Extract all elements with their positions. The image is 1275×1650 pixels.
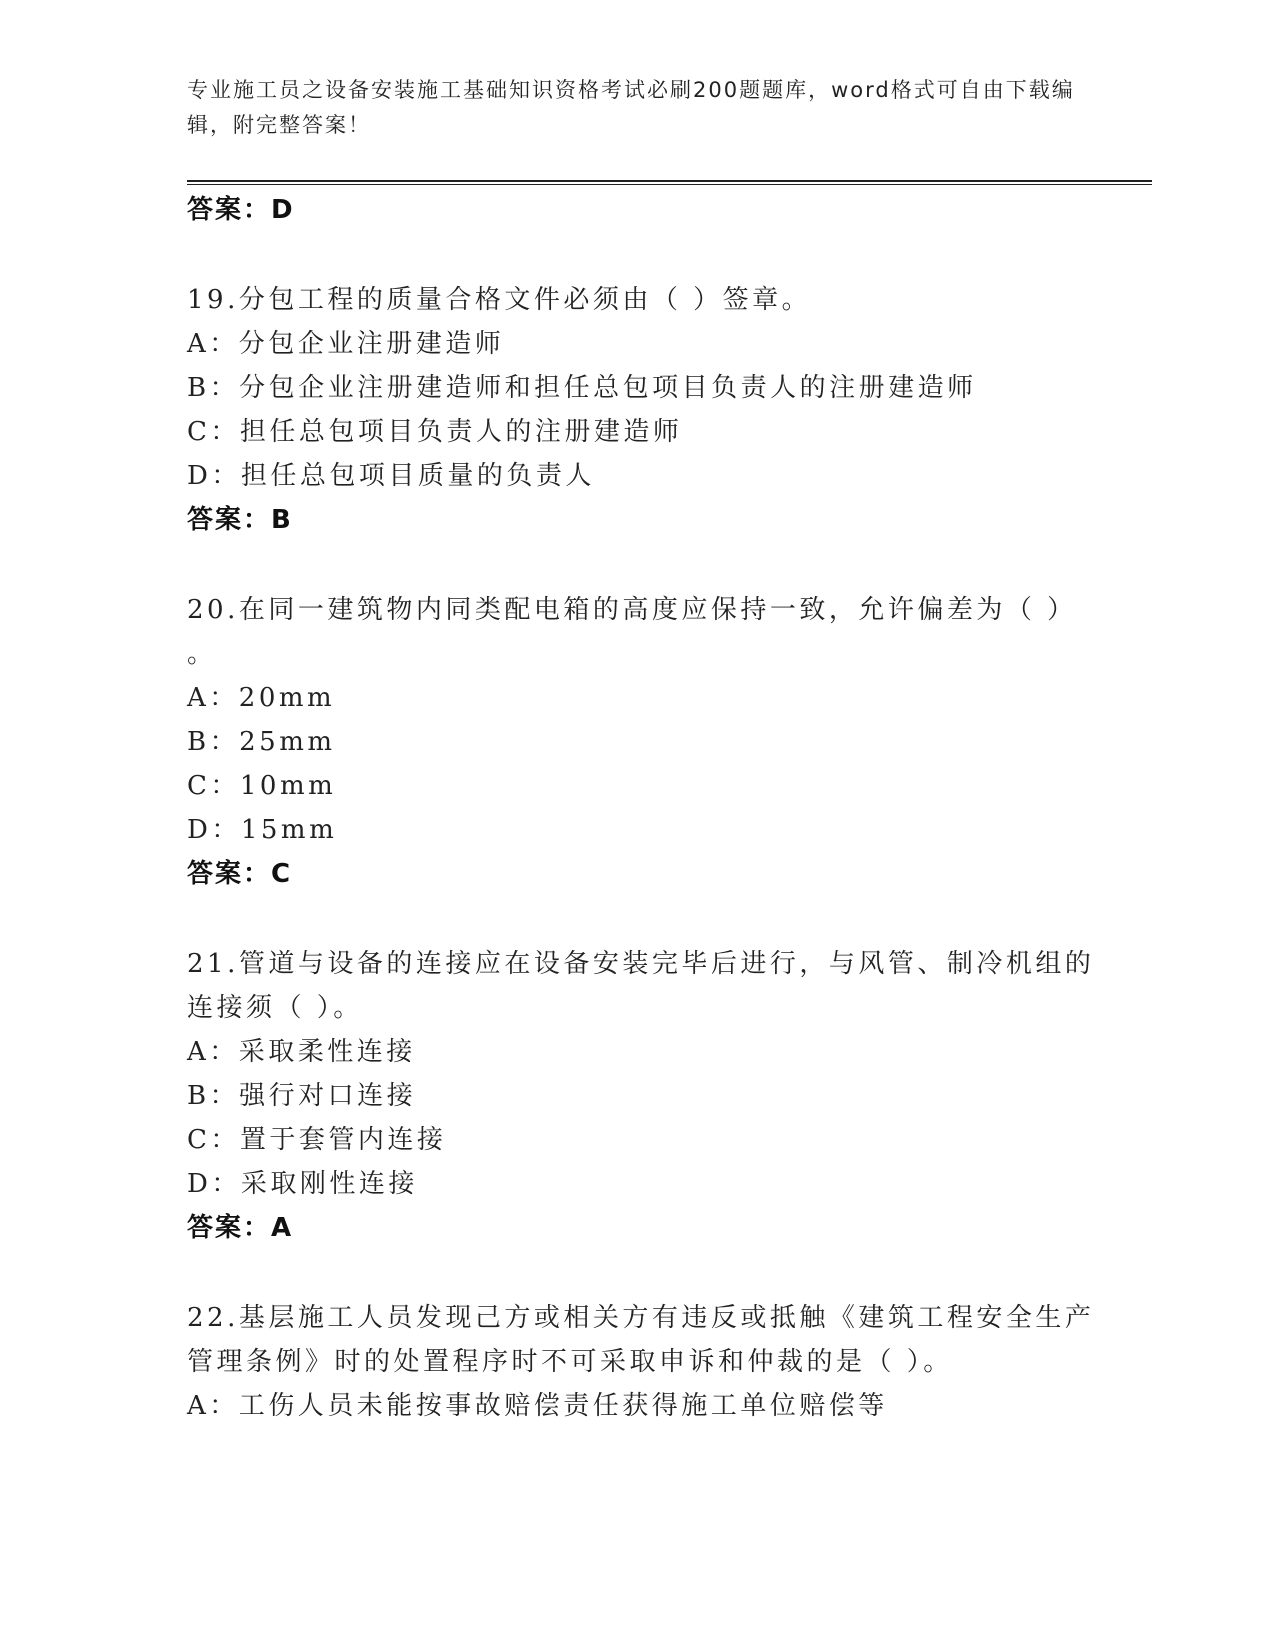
- option-20-d: D：15mm: [187, 815, 338, 845]
- option-22-a: A：工伤人员未能按事故赔偿责任获得施工单位赔偿等: [187, 1391, 888, 1421]
- question-22: 22.基层施工人员发现己方或相关方有违反或抵触《建筑工程安全生产: [187, 1303, 1095, 1333]
- answer-19: 答案：B: [187, 505, 293, 535]
- option-21-b: B：强行对口连接: [187, 1081, 417, 1111]
- option-19-b: B：分包企业注册建造师和担任总包项目负责人的注册建造师: [187, 373, 977, 403]
- option-19-c: C：担任总包项目负责人的注册建造师: [187, 417, 683, 447]
- question-22-cont: 管理条例》时的处置程序时不可采取申诉和仲裁的是（ ）。: [187, 1347, 953, 1377]
- answer-21: 答案：A: [187, 1213, 294, 1243]
- document-header: 专业施工员之设备安装施工基础知识资格考试必刷200题题库，word格式可自由下载编辑，附完整答案！: [187, 78, 1075, 137]
- option-21-d: D：采取刚性连接: [187, 1169, 418, 1199]
- question-20-cont: 。: [187, 639, 217, 669]
- option-20-b: B：25mm: [187, 727, 336, 757]
- answer-20: 答案：C: [187, 859, 293, 889]
- option-20-c: C：10mm: [187, 771, 337, 801]
- option-19-a: A：分包企业注册建造师: [187, 329, 505, 359]
- header-rule: [187, 180, 1152, 182]
- option-19-d: D：担任总包项目质量的负责人: [187, 461, 595, 491]
- question-20: 20.在同一建筑物内同类配电箱的高度应保持一致，允许偏差为（ ）: [187, 595, 1077, 625]
- option-21-c: C：置于套管内连接: [187, 1125, 447, 1155]
- question-21-cont: 连接须（ ）。: [187, 993, 363, 1023]
- question-21: 21.管道与设备的连接应在设备安装完毕后进行，与风管、制冷机组的: [187, 949, 1095, 979]
- question-19: 19.分包工程的质量合格文件必须由（ ）签章。: [187, 285, 812, 315]
- option-21-a: A：采取柔性连接: [187, 1037, 416, 1067]
- header-rule-thin: [187, 184, 1152, 185]
- option-20-a: A：20mm: [187, 683, 336, 713]
- answer-18: 答案：D: [187, 195, 295, 225]
